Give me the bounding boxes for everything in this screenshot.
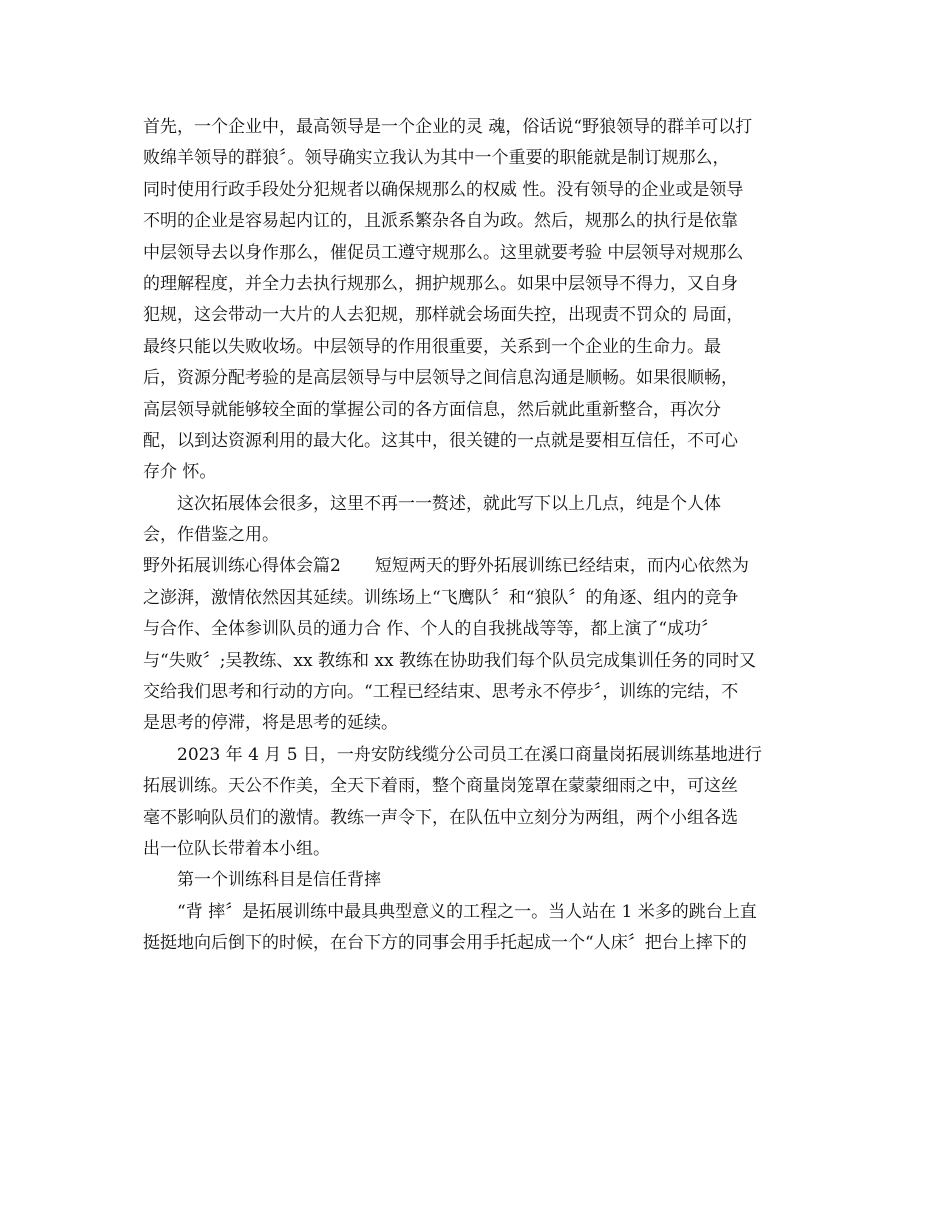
text-line: 后，资源分配考验的是高层领导与中层领导之间信息沟通是顺畅。如果很顺畅， [143, 368, 738, 389]
text-line: “背 摔〞是拓展训练中最具典型意义的工程之一。当人站在 1 米多的跳台上直 [177, 901, 757, 922]
text-line: 存介 怀。 [143, 462, 217, 483]
text-line: 败绵羊领导的群狼〞。领导确实立我认为其中一个重要的职能就是制订规那么， [143, 148, 730, 169]
text-line: 第一个训练科目是信任背摔 [177, 870, 381, 891]
text-line: 首先，一个企业中，最高领导是一个企业的灵 魂，俗话说“野狼领导的群羊可以打 [143, 117, 753, 137]
text-line: 拓展训练。天公不作美，全天下着雨，整个商量岗笼罩在蒙蒙细雨之中，可这丝 [143, 776, 738, 797]
text-line: 是思考的停滞，将是思考的延续。 [143, 713, 398, 734]
text-line: 这次拓展体会很多，这里不再一一赘述，就此写下以上几点，纯是个人体 [177, 493, 721, 514]
text-line: 中层领导去以身作那么，催促员工遵守规那么。这里就要考验 中层领导对规那么 [143, 242, 744, 263]
text-line: 不明的企业是容易起内讧的，且派系繁杂各自为政。然后，规那么的执行是依靠 [143, 211, 738, 232]
text-line: 之澎湃，激情依然因其延续。训练场上“飞鹰队〞和“狼队〞的角逐、组内的竞争 [143, 587, 739, 608]
text-line: 配，以到达资源利用的最大化。这其中，很关键的一点就是要相互信任，不可心 [143, 430, 738, 451]
text-line: 毫不影响队员们的激情。教练一声令下，在队伍中立刻分为两组，两个小组各选 [143, 807, 738, 828]
text-line: 犯规，这会带动一大片的人去犯规，那样就会场面失控，出现责不罚众的 局面， [143, 305, 744, 326]
text-line: 2023 年 4 月 5 日，一舟安防线缆分公司员工在溪口商量岗拓展训练基地进行 [177, 744, 762, 765]
document-body [143, 112, 813, 960]
text-line: 同时使用行政手段处分犯规者以确保规那么的权威 性。没有领导的企业或是领导 [143, 179, 744, 200]
text-line: 与“失败〞;吴教练、xx 教练和 xx 教练在协助我们每个队员完成集训任务的同时又 [143, 650, 756, 671]
text-line: 挺挺地向后倒下的时候，在台下方的同事会用手托起成一个“人床〞把台上摔下的 [143, 933, 747, 954]
text-line: 的理解程度，并全力去执行规那么，拥护规那么。如果中层领导不得力，又自身 [143, 273, 738, 294]
text-line: 出一位队长带着本小组。 [143, 838, 330, 859]
text-line: 高层领导就能够较全面的掌握公司的各方面信息，然后就此重新整合，再次分 [143, 399, 721, 420]
text-line: 最终只能以失败收场。中层领导的作用很重要，关系到一个企业的生命力。最 [143, 336, 721, 357]
text-line: 与合作、全体参训队员的通力合 作、个人的自我挑战等等，都上演了“成功〞 [143, 619, 719, 640]
text-line: 交给我们思考和行动的方向。“工程已经结束、思考永不停步〞，训练的完结，不 [143, 682, 739, 703]
text-line: 会，作借鉴之用。 [143, 525, 279, 546]
text-line: 野外拓展训练心得体会篇2 短短两天的野外拓展训练已经结束，而内心依然为 [143, 556, 749, 577]
